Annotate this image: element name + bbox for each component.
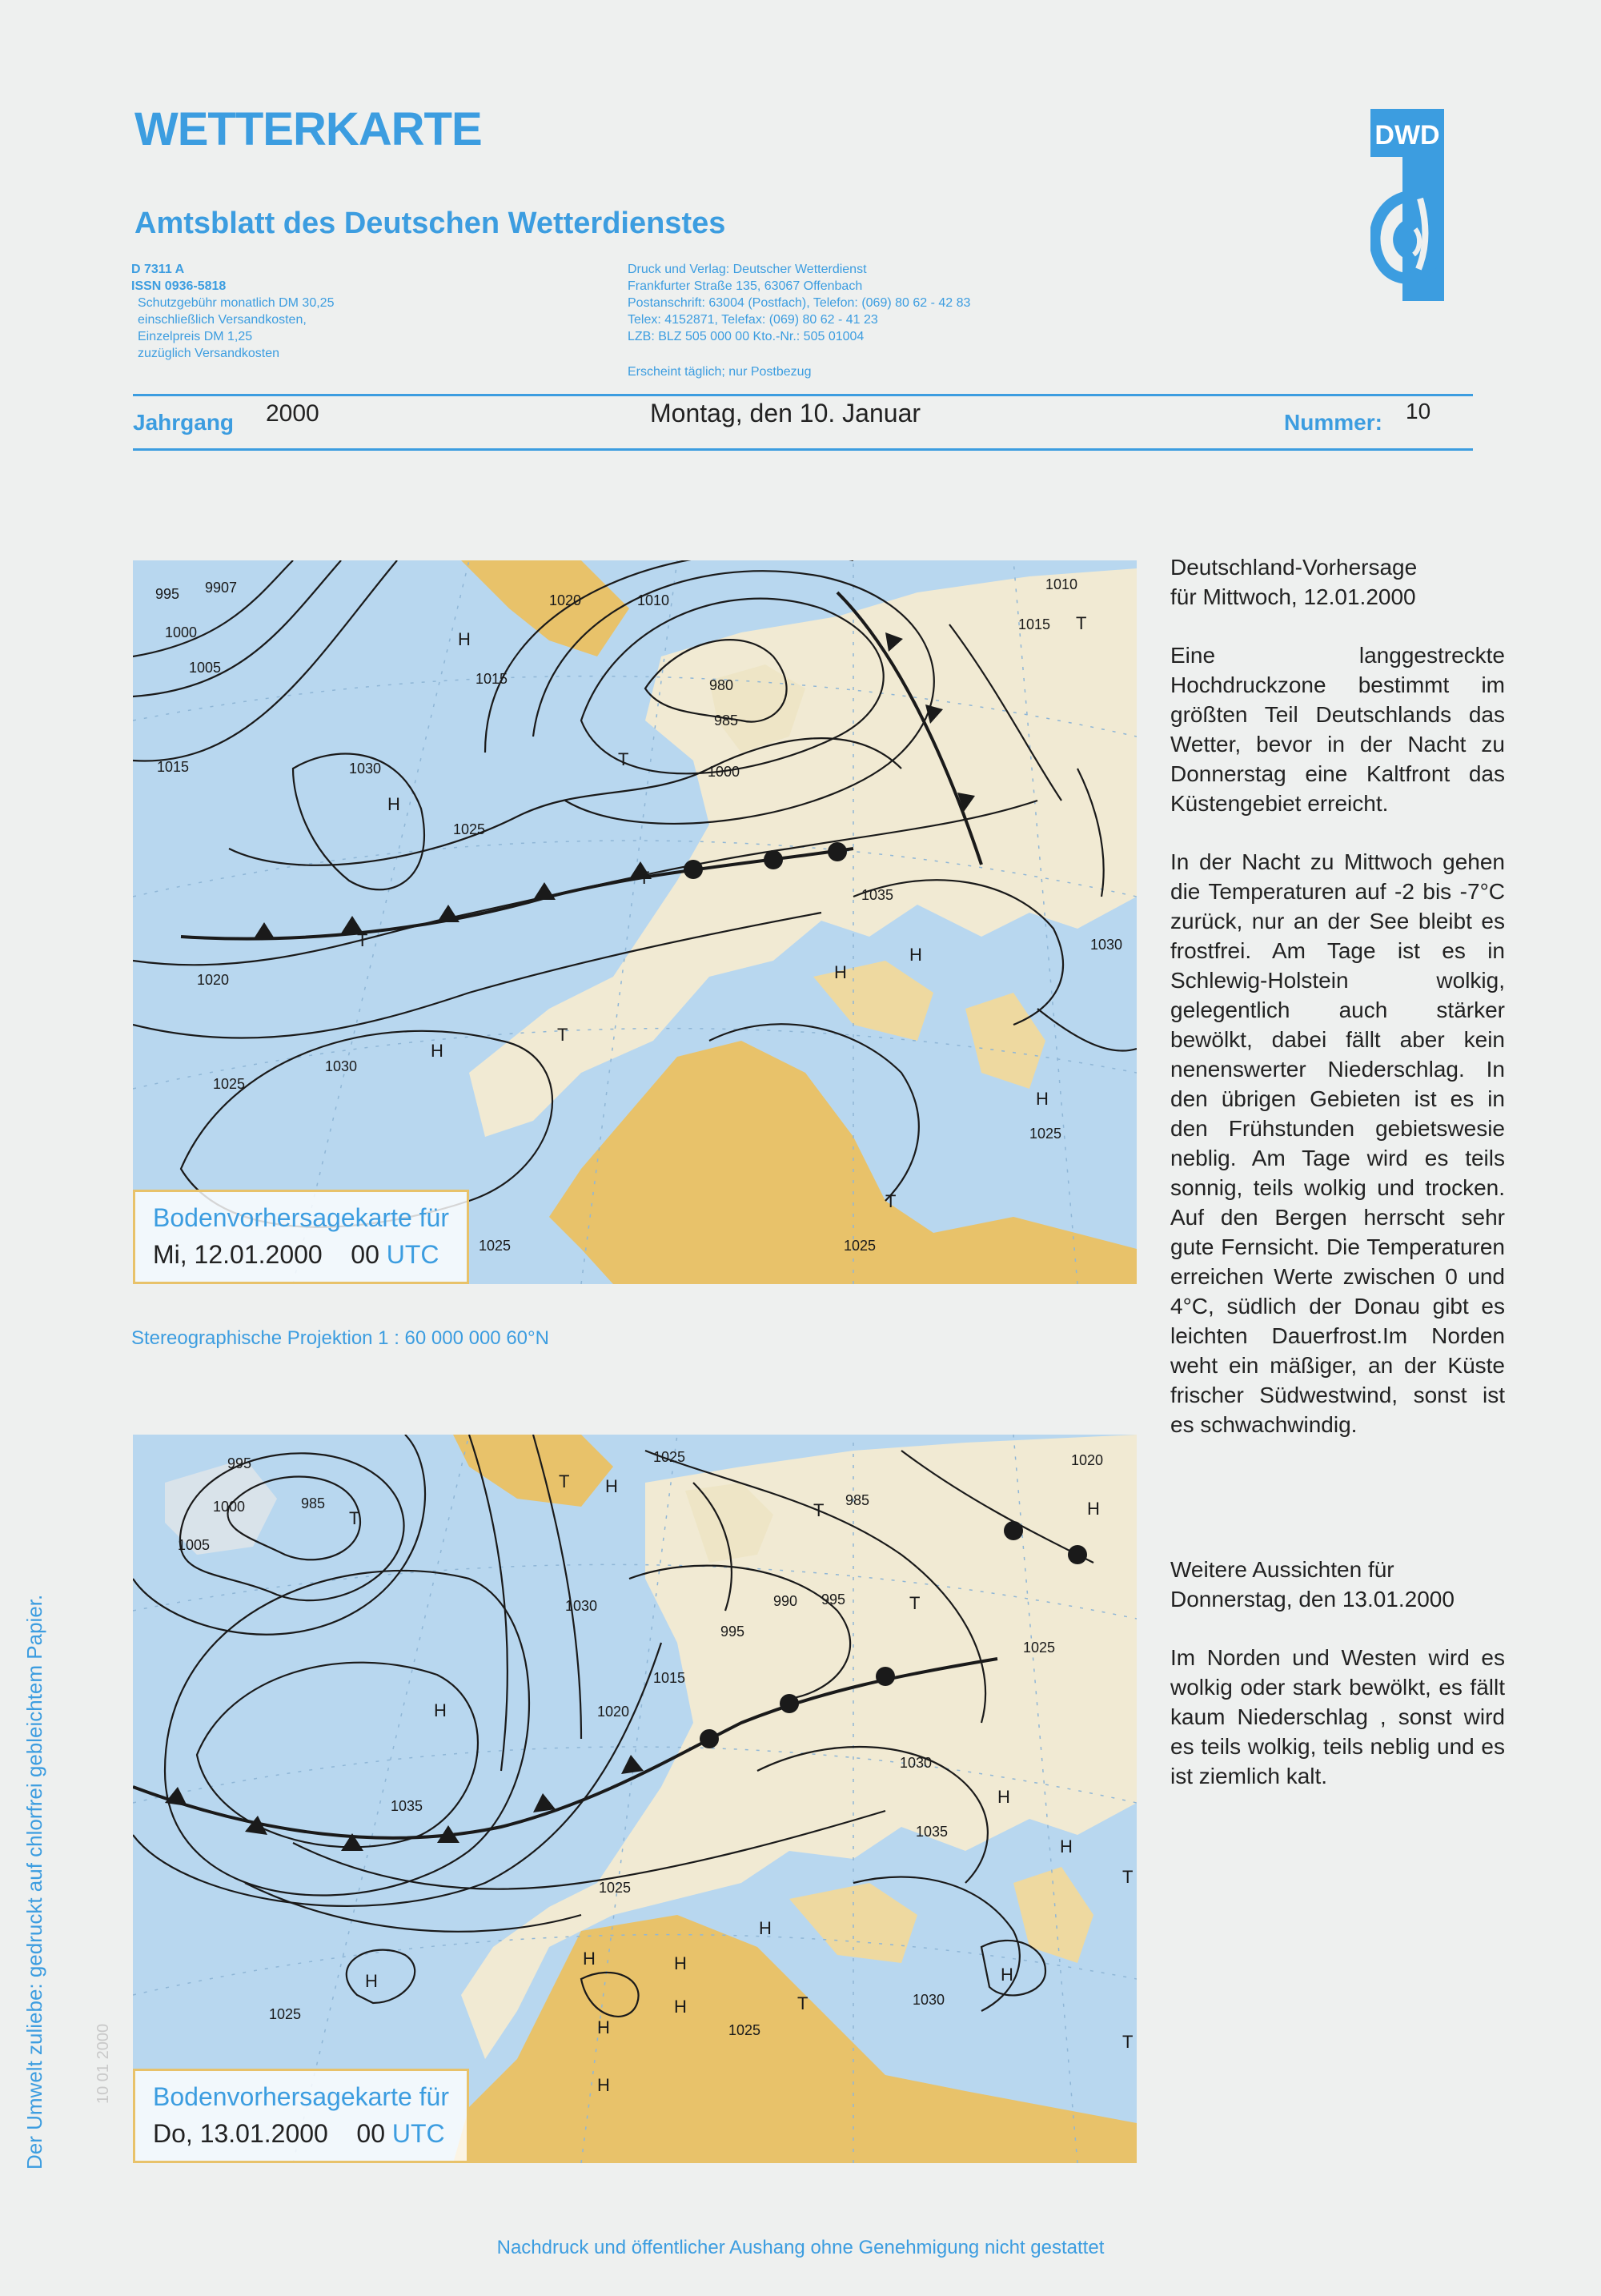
forecast-paragraph: Eine langgestreckte Hochdruckzone bestimmt im größten Teil Deutschlands das Wetter, bevor in der Nacht zu Donnerstag eine Kaltfront das Küstengebiet erreicht. [1170, 643, 1505, 816]
fee-line: einschließlich Versandkosten, [138, 313, 307, 327]
publication-frequency: Erscheint täglich; nur Postbezug [628, 365, 812, 379]
environment-note: Der Umwelt zuliebe: gedruckt auf chlorfrei gebleichtem Papier. [22, 1594, 46, 2170]
isobar-label: 1010 [1045, 576, 1078, 592]
isobar-label: 1030 [1090, 937, 1123, 953]
map-hour: 00 [356, 2119, 385, 2148]
forecast-paragraph: In der Nacht zu Mittwoch gehen die Temperaturen auf -2 bis -7°C zurück, nur an der See bleibt es frostfrei. Am Tage ist es in Schlewig-Holstein wolkig, gelegentlich auch stärker bewölkt, dabei fällt aber kein nenenswerter Niederschlag. In den übrigen Gebieten ist es in den Frühstunden gebietswesie neblig. Am Tage wird es teils sonnig, teils wolkig und trocken. Auf den Bergen herrscht sehr gute Fernsicht. Die Temperaturen erreichen Werte zwischen 0 und 4°C, südlich der Donau gibt es leichten Dauerfrost.Im Norden weht ein mäßiger, an der Küste frischer Südwestwind, sonst ist es schwachwindig. [1170, 849, 1505, 1437]
map-caption-title: Bodenvorhersagekarte für [153, 1203, 449, 1232]
low-pressure-label: T [557, 1025, 568, 1045]
low-pressure-label: T [909, 1593, 921, 1613]
publisher-info [628, 261, 970, 345]
forecast-heading-line: Deutschland-Vorhersage [1170, 555, 1418, 580]
high-pressure-label: H [434, 1700, 447, 1720]
low-pressure-label: T [781, 1694, 792, 1714]
jahrgang-value: 2000 [266, 400, 319, 427]
publication-info-left [131, 261, 334, 362]
low-pressure-label: T [559, 1471, 570, 1491]
outlook-heading-line: Weitere Aussichten für [1170, 1557, 1394, 1582]
header-rule [133, 394, 1473, 396]
isobar-label: 1025 [479, 1238, 512, 1254]
low-pressure-label: T [813, 1500, 825, 1520]
isobar-label: 1005 [178, 1537, 211, 1553]
nummer-value: 10 [1406, 399, 1431, 423]
forecast-text-wednesday [1170, 552, 1505, 1468]
outlook-heading-line: Donnerstag, den 13.01.2000 [1170, 1587, 1455, 1612]
publisher-line: Druck und Verlag: Deutscher Wetterdienst [628, 263, 867, 276]
newspaper-title: WETTERKARTE [134, 103, 482, 155]
map-caption [133, 2069, 469, 2163]
map-date: Do, 13.01.2000 [153, 2119, 328, 2148]
isobar-label: 1025 [728, 2022, 761, 2038]
high-pressure-label: H [674, 1997, 687, 2017]
high-pressure-label: H [997, 1787, 1010, 1807]
isobar-label: 1030 [349, 761, 382, 777]
isobar-label: 9907 [205, 580, 238, 596]
isobar-label: 1000 [708, 764, 740, 780]
isobar-label: 1020 [549, 592, 582, 608]
isobar-label: 985 [301, 1495, 326, 1511]
isobar-label: 1020 [197, 972, 230, 988]
high-pressure-label: H [605, 1476, 618, 1496]
isobar-label: 1005 [189, 660, 222, 676]
fee-line: Schutzgebühr monatlich DM 30,25 [138, 296, 335, 310]
isobar-label: 1015 [475, 671, 508, 687]
projection-note: Stereographische Projektion 1 : 60 000 000 60°N [131, 1327, 549, 1349]
map-utc: UTC [391, 2119, 445, 2148]
newspaper-subtitle: Amtsblatt des Deutschen Wetterdienstes [134, 207, 726, 240]
isobar-label: 1025 [844, 1238, 877, 1254]
isobar-label: 1025 [453, 821, 486, 837]
high-pressure-label: H [1060, 1836, 1073, 1856]
isobar-label: 995 [821, 1592, 846, 1608]
isobar-label: 1025 [1029, 1126, 1062, 1142]
high-pressure-label: H [674, 1953, 687, 1973]
forecast-text-thursday [1170, 1555, 1505, 1820]
publication-code: D 7311 A [131, 263, 185, 276]
isobar-label: 1025 [213, 1076, 246, 1092]
publisher-line: Frankfurter Straße 135, 63067 Offenbach [628, 279, 863, 293]
low-pressure-label: T [1122, 1867, 1134, 1887]
header-rule [133, 448, 1473, 451]
high-pressure-label: H [1087, 1499, 1100, 1519]
isobar-label: 1025 [269, 2006, 302, 2022]
isobar-label: 985 [714, 712, 739, 729]
isobar-label: 980 [709, 677, 734, 693]
publisher-line: Postanschrift: 63004 (Postfach), Telefon: (069) 80 62 - 42 83 [628, 296, 971, 310]
outlook-heading [1170, 1555, 1505, 1614]
issn: ISSN 0936-5818 [131, 279, 227, 293]
isobar-label: 1030 [325, 1058, 358, 1074]
isobar-label: 1030 [900, 1755, 933, 1771]
high-pressure-label: H [759, 1918, 772, 1938]
isobar-label: 1015 [653, 1670, 686, 1686]
high-pressure-label: H [458, 629, 471, 649]
map-caption-date [153, 2119, 445, 2149]
high-pressure-label: H [909, 945, 922, 965]
isobar-label: 1035 [861, 887, 894, 903]
issue-date: Montag, den 10. Januar [650, 399, 921, 427]
map-caption-title: Bodenvorhersagekarte für [153, 2082, 449, 2111]
high-pressure-label: H [834, 962, 847, 982]
forecast-map-thursday [133, 1435, 1137, 2163]
logo-text: DWD [1374, 120, 1440, 151]
high-pressure-label: H [597, 2075, 610, 2095]
map-caption [133, 1190, 469, 1284]
forecast-heading-line: für Mittwoch, 12.01.2000 [1170, 584, 1416, 609]
isobar-label: 1035 [916, 1824, 949, 1840]
isobar-label: 1025 [1023, 1640, 1056, 1656]
low-pressure-label: T [639, 868, 650, 888]
isobar-label: 1010 [637, 592, 670, 608]
date-stamp: 10 01 2000 [94, 2023, 112, 2104]
isobar-label: 985 [845, 1492, 870, 1508]
fee-line: Einzelpreis DM 1,25 [138, 330, 253, 343]
high-pressure-label: H [431, 1041, 443, 1061]
fee-line: zuzüglich Versandkosten [138, 347, 279, 360]
map-hour: 00 [351, 1240, 379, 1269]
isobar-label: 995 [720, 1624, 745, 1640]
low-pressure-label: T [797, 1993, 809, 2013]
isobar-label: 990 [773, 1593, 798, 1609]
high-pressure-label: H [365, 1971, 378, 1991]
publisher-line: Telex: 4152871, Telefax: (069) 80 62 - 41 23 [628, 313, 878, 327]
isobar-label: 1000 [213, 1499, 246, 1515]
low-pressure-label: T [1076, 613, 1087, 633]
high-pressure-label: H [1036, 1089, 1049, 1109]
high-pressure-label: H [387, 794, 400, 814]
forecast-map-wednesday [133, 560, 1137, 1284]
isobar-label: 1015 [157, 759, 190, 775]
jahrgang-label: Jahrgang [133, 410, 235, 435]
map-caption-date [153, 1240, 439, 1270]
nummer-label: Nummer: [1284, 410, 1382, 435]
dwd-logo-icon [1370, 109, 1444, 301]
low-pressure-label: T [885, 1191, 897, 1211]
isobar-label: 995 [155, 586, 180, 602]
publisher-line: LZB: BLZ 505 000 00 Kto.-Nr.: 505 01004 [628, 330, 865, 343]
copyright-footer: Nachdruck und öffentlicher Aushang ohne Genehmigung nicht gestattet [496, 2237, 1105, 2258]
isobar-label: 1015 [1018, 616, 1051, 632]
outlook-paragraph: Im Norden und Westen wird es wolkig oder stark bewölkt, es fällt kaum Niederschlag , sonst wird es teils wolkig, teils neblig und es ist ziemlich kalt. [1170, 1645, 1505, 1788]
isobar-label: 995 [227, 1455, 252, 1471]
map-utc: UTC [386, 1240, 439, 1269]
isobar-label: 1030 [565, 1598, 598, 1614]
high-pressure-label: H [583, 1949, 596, 1969]
isobar-label: 1025 [653, 1449, 686, 1465]
high-pressure-label: H [597, 2017, 610, 2037]
high-pressure-label: H [1001, 1965, 1013, 1985]
low-pressure-label: T [349, 1508, 360, 1528]
isobar-label: 1030 [913, 1992, 945, 2008]
low-pressure-label: T [1122, 2032, 1134, 2052]
isobar-label: 1020 [597, 1704, 630, 1720]
isobar-label: 1000 [165, 624, 198, 640]
low-pressure-label: T [357, 930, 368, 950]
isobar-label: 1025 [599, 1880, 632, 1896]
isobar-label: 1035 [391, 1798, 423, 1814]
low-pressure-label: T [618, 749, 629, 769]
isobar-label: 1020 [1071, 1452, 1104, 1468]
forecast-heading [1170, 552, 1505, 612]
map-date: Mi, 12.01.2000 [153, 1240, 323, 1269]
